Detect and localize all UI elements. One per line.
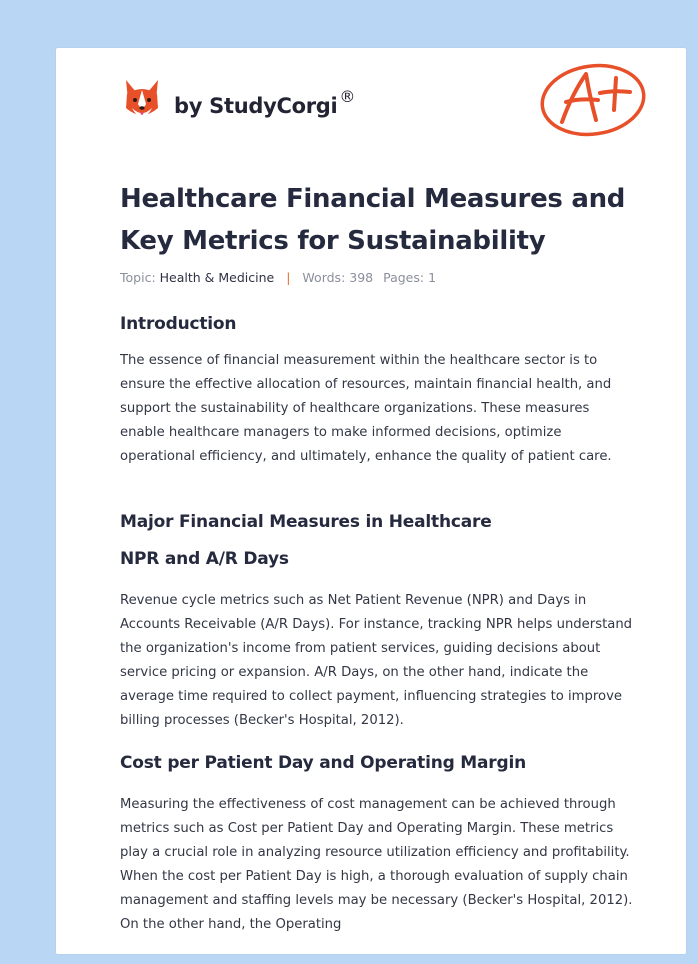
document-title: Healthcare Financial Measures and Key Metrics for Sustainability <box>120 184 626 256</box>
brand-name: by StudyCorgi ® <box>174 87 356 118</box>
corgi-icon <box>122 78 162 122</box>
section-heading-introduction: Introduction <box>120 314 237 334</box>
registered-mark: ® <box>339 87 356 106</box>
section-heading-npr-ar-days: NPR and A/R Days <box>120 549 289 569</box>
document-page <box>56 48 686 954</box>
section-heading-major-measures: Major Financial Measures in Healthcare <box>120 512 492 532</box>
document-meta <box>120 270 436 285</box>
topic-label: Topic: <box>120 270 156 285</box>
words-value: 398 <box>349 270 374 285</box>
section-body-cost-operating-margin: Measuring the effectiveness of cost management can be achieved through metrics such as Cost per Patient Day and Operating Margin. These metrics play a crucial role in analyzing resource utilization efficiency and profitability. When the cost per Patient Day is high, a thorough evaluation of supply chain management and staffing levels may be necessary (Becker's Hospital, 2012). On the other hand, the Operating <box>120 797 633 932</box>
words-label: Words: <box>302 270 346 285</box>
section-heading-cost-operating-margin: Cost per Patient Day and Operating Margin <box>120 753 526 773</box>
meta-separator: | <box>286 270 291 285</box>
pages-value: 1 <box>428 270 437 285</box>
a-plus-grade-icon <box>538 60 648 140</box>
topic-value[interactable]: Health & Medicine <box>159 270 275 285</box>
pages-label: Pages: <box>383 270 425 285</box>
section-body-introduction: The essence of financial measurement within the healthcare sector is to ensure the effective allocation of resources, maintain financial health, and support the sustainability of healthcare organizations. These measures enable healthcare managers to make informed decisions, optimize operational efficiency, and ultimately, enhance the quality of patient care. <box>120 353 612 464</box>
section-body-npr-ar-days: Revenue cycle metrics such as Net Patient Revenue (NPR) and Days in Accounts Receivable (A/R Days). For instance, tracking NPR helps understand the organization's income from patient services, guiding decisions about service pricing or expansion. A/R Days, on the other hand, indicate the average time required to collect payment, influencing strategies to improve billing processes (Becker's Hospital, 2012). <box>120 593 633 728</box>
studycorgi-logo[interactable] <box>122 76 355 124</box>
